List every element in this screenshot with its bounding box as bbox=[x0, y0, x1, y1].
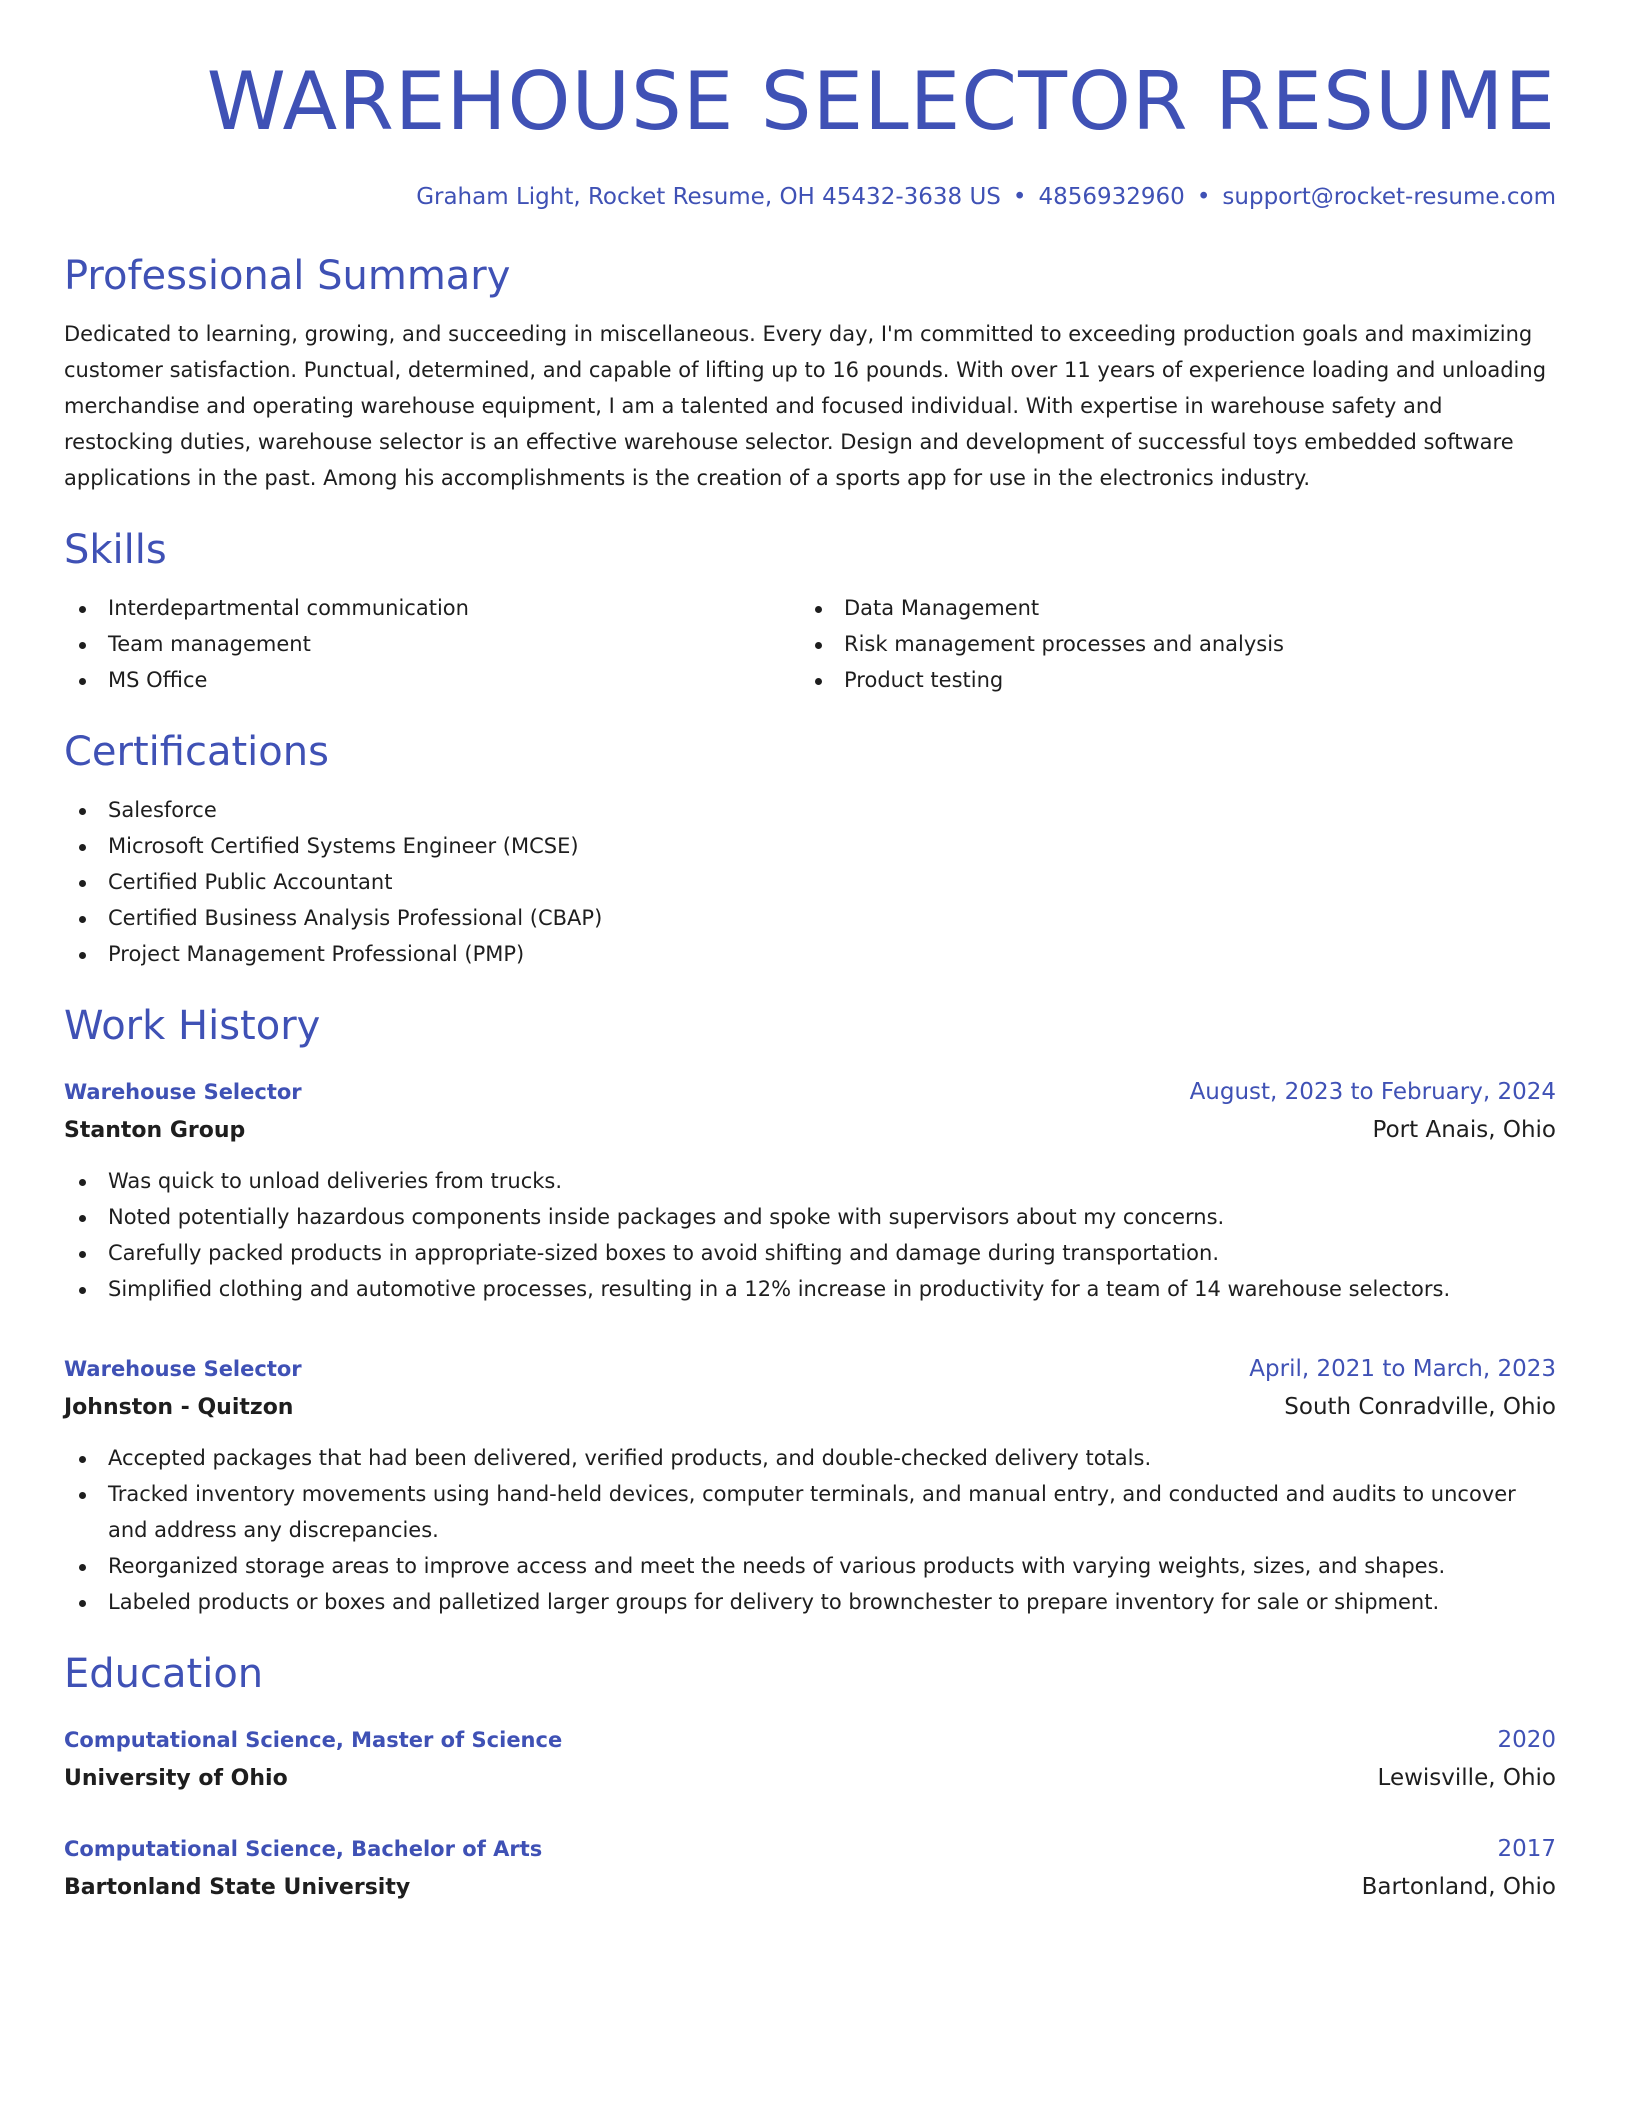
certification-item: Certified Public Accountant bbox=[64, 864, 1556, 900]
certification-item: Salesforce bbox=[64, 792, 1556, 828]
separator-dot: • bbox=[1196, 184, 1211, 210]
school-location: Bartonland, Ohio bbox=[1361, 1874, 1556, 1900]
certification-item: Project Management Professional (PMP) bbox=[64, 936, 1556, 972]
skills-heading: Skills bbox=[64, 527, 167, 573]
degree-year: 2020 bbox=[1497, 1727, 1556, 1753]
contact-phone[interactable]: 4856932960 bbox=[1038, 184, 1185, 210]
certifications-section bbox=[64, 726, 1556, 972]
job-dates: August, 2023 to February, 2024 bbox=[1189, 1079, 1556, 1105]
job-header-row bbox=[64, 1074, 1556, 1110]
resume-title: WAREHOUSE SELECTOR RESUME bbox=[206, 55, 1556, 148]
contact-address: Graham Light, Rocket Resume, OH 45432-3638 US bbox=[416, 184, 1001, 210]
school-name: University of Ohio bbox=[64, 1766, 288, 1791]
skill-item: Risk management processes and analysis bbox=[800, 626, 1536, 662]
education-entry bbox=[64, 1722, 1556, 1799]
job-duty: Accepted packages that had been delivered, verified products, and double-checked delivery totals. bbox=[64, 1440, 1556, 1476]
certifications-list bbox=[64, 792, 1556, 972]
job-location: South Conradville, Ohio bbox=[1284, 1394, 1556, 1420]
education-entry bbox=[64, 1831, 1556, 1908]
skills-grid bbox=[64, 590, 1556, 698]
skills-section bbox=[64, 524, 1556, 698]
resume-page bbox=[64, 0, 1556, 1908]
summary-text: Dedicated to learning, growing, and succeeding in miscellaneous. Every day, I'm committed to exceeding production goals and maximizing customer satisfaction. Punctual, determined, and capable of lifting up to 16 pounds. With over 11 years of experience loading and unloading merchandise and operating warehouse equipment, I am a talented and focused individual. With expertise in warehouse safety and restocking duties, warehouse selector is an effective warehouse selector. Design and development of successful toys embedded software applications in the past. Among his accomplishments is the creation of a sports app for use in the electronics industry. bbox=[64, 322, 1547, 490]
job-duty: Labeled products or boxes and palletized larger groups for delivery to brownchester to prepare inventory for sale or shipment. bbox=[64, 1584, 1556, 1620]
job-header-row bbox=[64, 1351, 1556, 1387]
job-company-row bbox=[64, 1387, 1556, 1428]
degree-row bbox=[64, 1722, 1556, 1758]
skill-item: MS Office bbox=[64, 662, 800, 698]
education-section bbox=[64, 1648, 1556, 1908]
certification-item: Certified Business Analysis Professional (CBAP) bbox=[64, 900, 1556, 936]
job-duty: Was quick to unload deliveries from trucks. bbox=[64, 1163, 1556, 1199]
job-duties-list bbox=[64, 1163, 1556, 1307]
skills-left-list bbox=[64, 590, 800, 698]
school-row bbox=[64, 1867, 1556, 1908]
skill-item: Product testing bbox=[800, 662, 1536, 698]
job-duty: Carefully packed products in appropriate-sized boxes to avoid shifting and damage during transportation. bbox=[64, 1235, 1556, 1271]
degree-year: 2017 bbox=[1497, 1836, 1556, 1862]
job-title: Warehouse Selector bbox=[64, 1357, 302, 1381]
certification-item: Microsoft Certified Systems Engineer (MCSE) bbox=[64, 828, 1556, 864]
job-duty: Reorganized storage areas to improve access and meet the needs of various products with varying weights, sizes, and shapes. bbox=[64, 1548, 1556, 1584]
job-duties-list bbox=[64, 1440, 1556, 1620]
job-company: Johnston - Quitzon bbox=[64, 1395, 294, 1420]
summary-section bbox=[64, 250, 1556, 496]
job-entry bbox=[64, 1351, 1556, 1620]
school-name: Bartonland State University bbox=[64, 1875, 411, 1900]
education-heading: Education bbox=[64, 1651, 264, 1697]
school-row bbox=[64, 1758, 1556, 1799]
skills-right-list bbox=[800, 590, 1536, 698]
degree-title: Computational Science, Master of Science bbox=[64, 1728, 563, 1752]
contact-line bbox=[64, 182, 1556, 212]
separator-dot: • bbox=[1012, 184, 1027, 210]
job-dates: April, 2021 to March, 2023 bbox=[1249, 1356, 1556, 1382]
degree-row bbox=[64, 1831, 1556, 1867]
skill-item: Team management bbox=[64, 626, 800, 662]
job-company: Stanton Group bbox=[64, 1118, 246, 1143]
skill-item: Interdepartmental communication bbox=[64, 590, 800, 626]
work-history-section bbox=[64, 1000, 1556, 1620]
job-company-row bbox=[64, 1110, 1556, 1151]
job-location: Port Anais, Ohio bbox=[1372, 1117, 1556, 1143]
job-duty: Simplified clothing and automotive processes, resulting in a 12% increase in productivity for a team of 14 warehouse selectors. bbox=[64, 1271, 1556, 1307]
degree-title: Computational Science, Bachelor of Arts bbox=[64, 1837, 543, 1861]
job-title: Warehouse Selector bbox=[64, 1080, 302, 1104]
certifications-heading: Certifications bbox=[64, 729, 329, 775]
job-entry bbox=[64, 1074, 1556, 1307]
contact-email[interactable]: support@rocket-resume.com bbox=[1222, 184, 1556, 210]
job-duty: Noted potentially hazardous components inside packages and spoke with supervisors about my concerns. bbox=[64, 1199, 1556, 1235]
skill-item: Data Management bbox=[800, 590, 1536, 626]
summary-heading: Professional Summary bbox=[64, 253, 511, 299]
school-location: Lewisville, Ohio bbox=[1377, 1765, 1556, 1791]
job-duty: Tracked inventory movements using hand-held devices, computer terminals, and manual entry, and conducted and audits to uncover and address any discrepancies. bbox=[64, 1476, 1556, 1548]
work-history-heading: Work History bbox=[64, 1003, 321, 1049]
